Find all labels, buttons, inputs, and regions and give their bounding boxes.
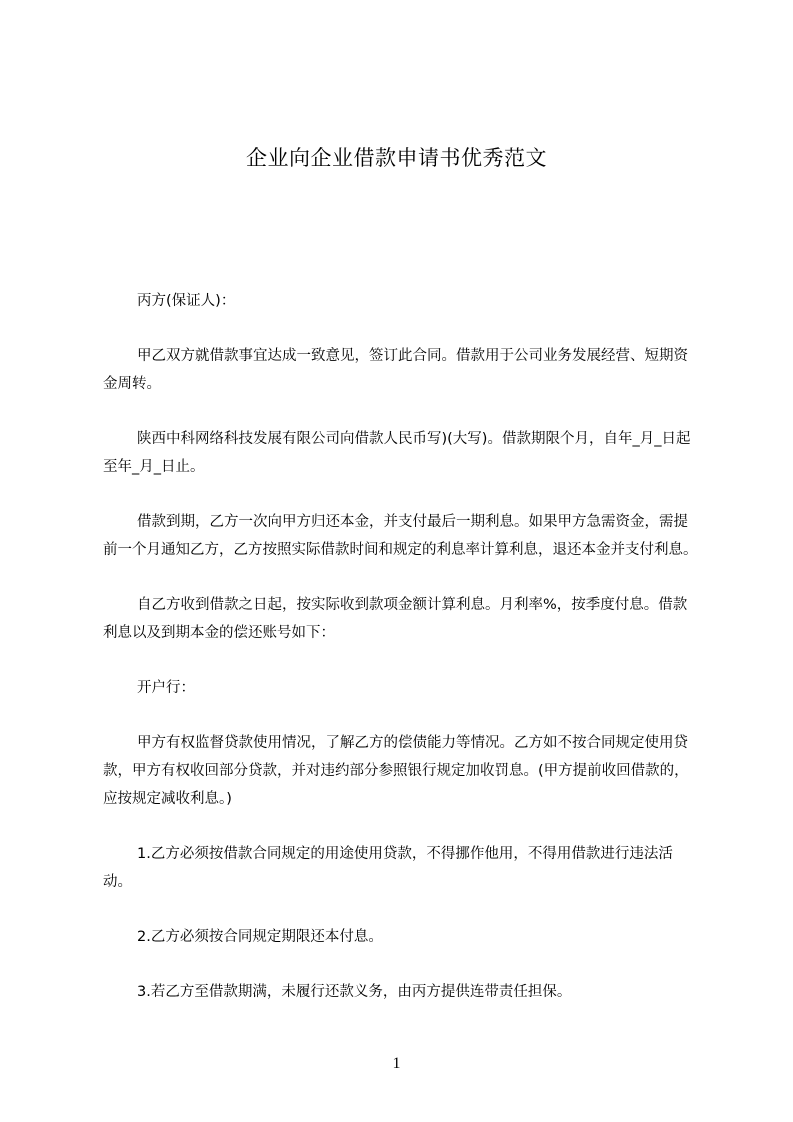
paragraph-clause-3: 3.若乙方至借款期满，未履行还款义务，由丙方提供连带责任担保。 <box>137 984 572 1000</box>
paragraph-loan-amount: 陕西中科网络科技发展有限公司向借款人民币写)(大写)。借款期限个月，自年_月_日起至年_月_日止。 <box>103 431 691 475</box>
paragraph-supervision: 甲方有权监督贷款使用情况，了解乙方的偿债能力等情况。乙方如不按合同规定使用贷款，甲方有权收回部分贷款，并对违约部分参照银行规定加收罚息。(甲方提前收回借款的，应按规定减收利息。) <box>103 735 689 807</box>
paragraph-clause-2: 2.乙方必须按合同规定期限还本付息。 <box>137 929 383 945</box>
page-number: 1 <box>392 1055 401 1072</box>
document-body <box>103 287 699 1033</box>
paragraph-guarantor: 丙方(保证人)： <box>137 293 236 309</box>
paragraph-repayment: 借款到期，乙方一次向甲方归还本金，并支付最后一期利息。如果甲方急需资金，需提前一个月通知乙方，乙方按照实际借款时间和规定的利息率计算利息，退还本金并支付利息。 <box>103 514 698 558</box>
paragraph-interest: 自乙方收到借款之日起，按实际收到款项金额计算利息。月利率%，按季度付息。借款利息以及到期本金的偿还账号如下： <box>103 597 688 641</box>
paragraph-clause-1: 1.乙方必须按借款合同规定的用途使用贷款，不得挪作他用，不得用借款进行违法活动。 <box>103 846 673 890</box>
paragraph-bank: 开户行： <box>137 680 195 696</box>
document-title: 企业向企业借款申请书优秀范文 <box>246 146 547 170</box>
paragraph-agreement: 甲乙双方就借款事宜达成一致意见，签订此合同。借款用于公司业务发展经营、短期资金周转。 <box>103 348 688 392</box>
